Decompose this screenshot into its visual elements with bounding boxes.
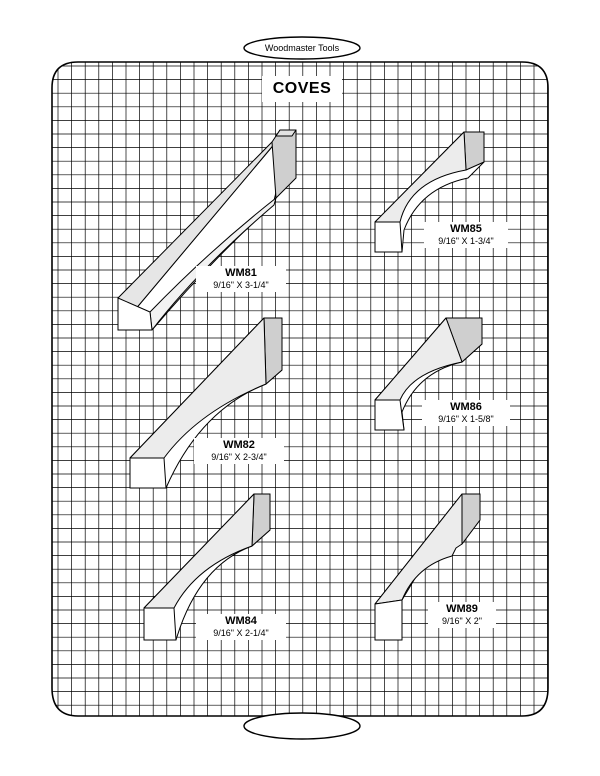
- profile-label-wm84: [196, 614, 286, 640]
- profile-size: 9/16" X 2": [442, 616, 482, 626]
- profile-size: 9/16" X 1-5/8": [438, 414, 494, 424]
- profile-code: WM81: [225, 267, 257, 279]
- profile-code: WM86: [450, 401, 482, 413]
- profile-size: 9/16" X 3-1/4": [213, 280, 269, 290]
- profile-code: WM84: [225, 615, 257, 627]
- profile-code: WM82: [223, 439, 255, 451]
- profile-label-wm86: [422, 400, 510, 426]
- profile-code: WM85: [450, 223, 482, 235]
- profile-size: 9/16" X 1-3/4": [438, 236, 494, 246]
- profile-code: WM89: [446, 603, 478, 615]
- profile-label-wm85: [424, 222, 508, 248]
- footer-oval: [244, 713, 360, 739]
- profile-size: 9/16" X 2-1/4": [213, 628, 269, 638]
- profile-size: 9/16" X 2-3/4": [211, 452, 267, 462]
- brand-name: Woodmaster Tools: [264, 43, 340, 53]
- profile-label-wm82: [194, 438, 284, 464]
- profile-label-wm81: [196, 266, 286, 292]
- page-title: COVES: [272, 80, 332, 97]
- profile-label-wm89: [428, 602, 496, 628]
